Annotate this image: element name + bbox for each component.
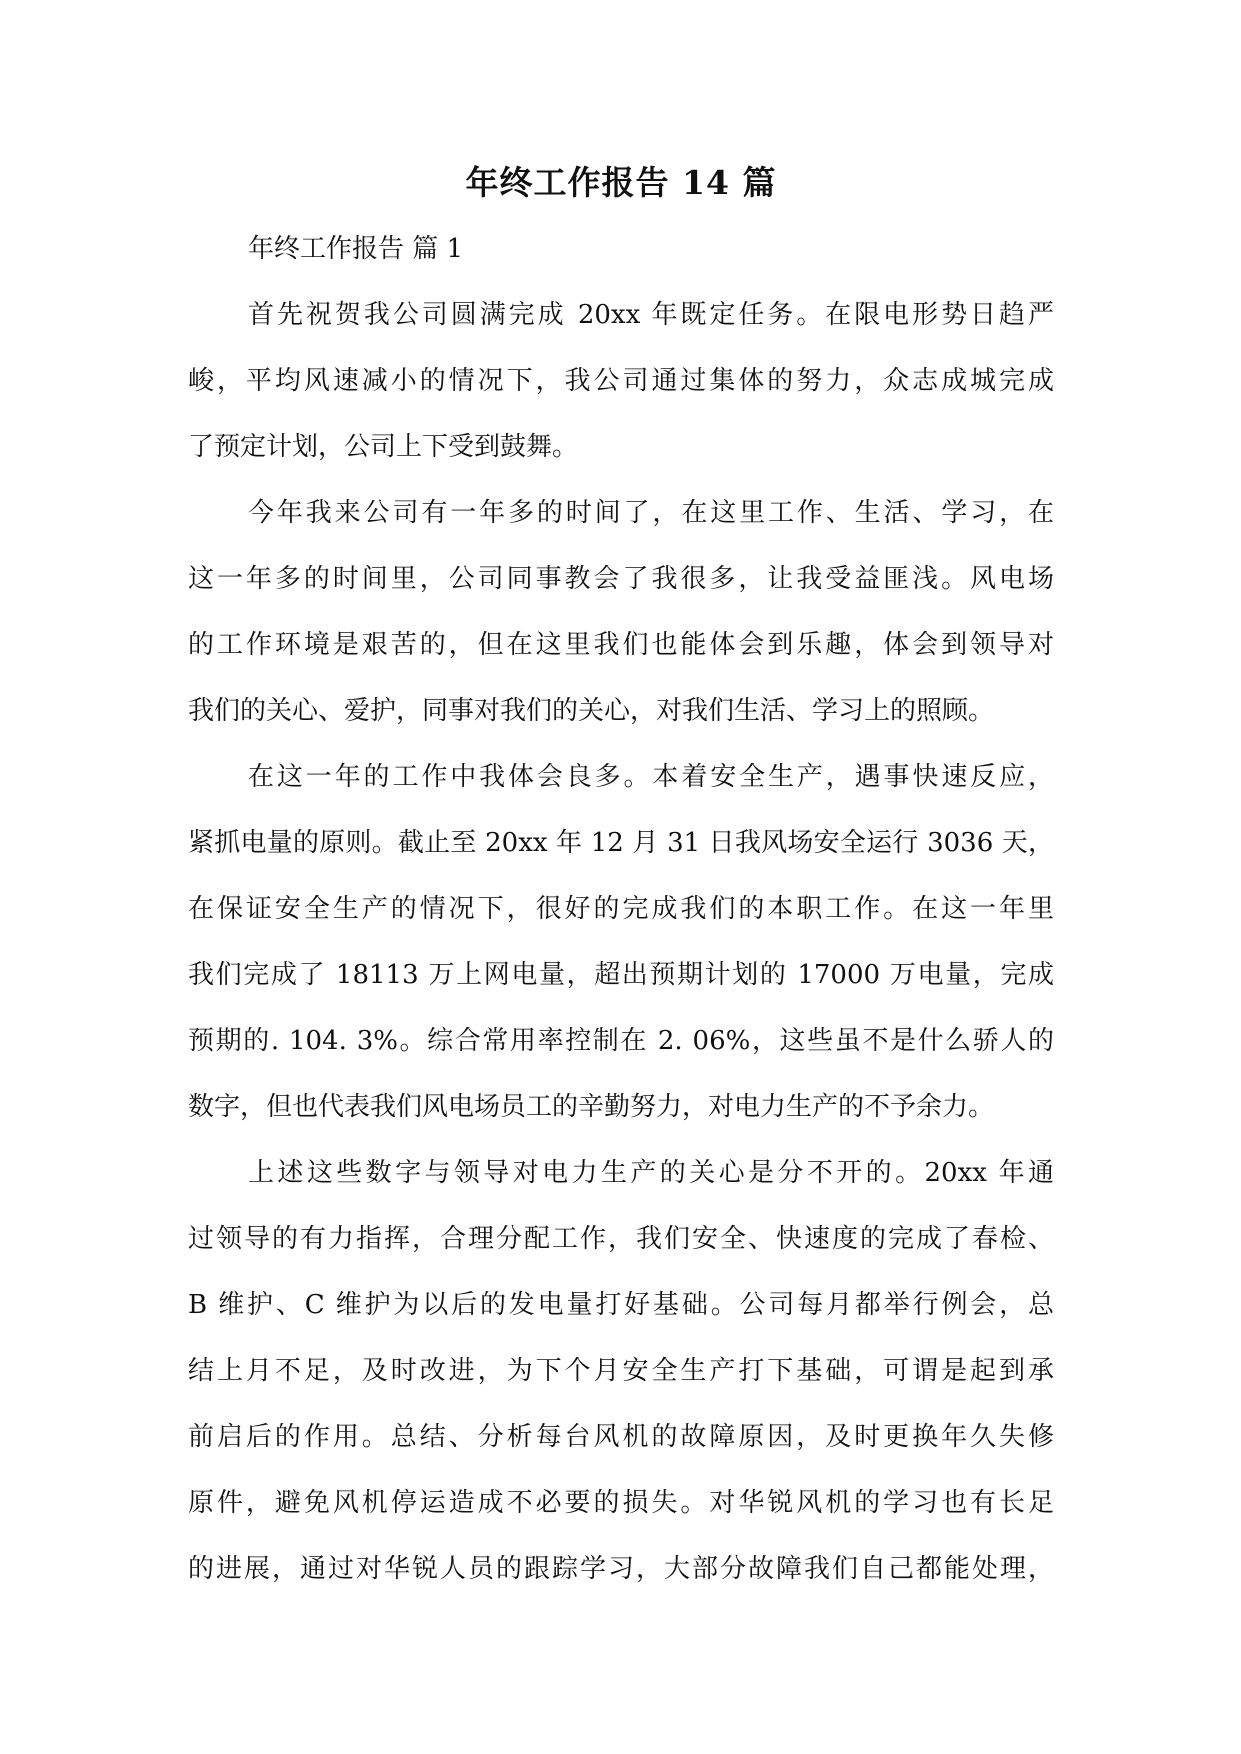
paragraph-line: 首先祝贺我公司圆满完成 20xx 年既定任务。在限电形势日趋严 bbox=[248, 300, 1054, 330]
paragraph-line: 的工作环境是艰苦的，但在这里我们也能体会到乐趣，体会到领导对 bbox=[188, 630, 1054, 660]
paragraph-line: B 维护、C 维护为以后的发电量打好基础。公司每月都举行例会，总 bbox=[188, 1290, 1054, 1320]
paragraph-line: 我们完成了 18113 万上网电量，超出预期计划的 17000 万电量，完成 bbox=[188, 960, 1054, 990]
document-body bbox=[188, 150, 1054, 1602]
paragraph-1 bbox=[188, 282, 1054, 480]
section-heading: 年终工作报告 篇 1 bbox=[248, 234, 464, 264]
paragraph-line: 这一年多的时间里，公司同事教会了我很多，让我受益匪浅。风电场 bbox=[188, 564, 1054, 594]
paragraph-4 bbox=[188, 1140, 1054, 1602]
paragraph-line: 我们的关心、爱护，同事对我们的关心，对我们生活、学习上的照顾。 bbox=[188, 696, 995, 726]
paragraph-line: 峻，平均风速减小的情况下，我公司通过集体的努力，众志成城完成 bbox=[188, 366, 1054, 396]
paragraph-line: 数字，但也代表我们风电场员工的辛勤努力，对电力生产的不予余力。 bbox=[188, 1092, 995, 1122]
paragraph-2 bbox=[188, 480, 1054, 744]
paragraph-line: 前启后的作用。总结、分析每台风机的故障原因，及时更换年久失修 bbox=[188, 1422, 1054, 1452]
paragraph-line: 在这一年的工作中我体会良多。本着安全生产，遇事快速反应， bbox=[248, 762, 1054, 792]
paragraph-3 bbox=[188, 744, 1054, 1140]
paragraph-line: 过领导的有力指挥，合理分配工作，我们安全、快速度的完成了春检、 bbox=[188, 1224, 1054, 1254]
paragraph-line: 紧抓电量的原则。截止至 20xx 年 12 月 31 日我风场安全运行 3036 天， bbox=[188, 828, 1054, 858]
paragraph-line: 预期的. 104. 3%。综合常用率控制在 2. 06%，这些虽不是什么骄人的 bbox=[188, 1026, 1054, 1056]
paragraph-line: 原件，避免风机停运造成不必要的损失。对华锐风机的学习也有长足 bbox=[188, 1488, 1054, 1518]
paragraph-line: 今年我来公司有一年多的时间了，在这里工作、生活、学习，在 bbox=[248, 498, 1054, 528]
paragraph-line: 在保证安全生产的情况下，很好的完成我们的本职工作。在这一年里 bbox=[188, 894, 1054, 924]
paragraph-line: 结上月不足，及时改进，为下个月安全生产打下基础，可谓是起到承 bbox=[188, 1356, 1054, 1386]
paragraph-line: 上述这些数字与领导对电力生产的关心是分不开的。20xx 年通 bbox=[248, 1158, 1054, 1188]
paragraph-line: 了预定计划，公司上下受到鼓舞。 bbox=[188, 432, 579, 462]
paragraph-line: 的进展，通过对华锐人员的跟踪学习，大部分故障我们自己都能处理， bbox=[188, 1554, 1054, 1584]
document-title: 年终工作报告 14 篇 bbox=[465, 163, 777, 202]
